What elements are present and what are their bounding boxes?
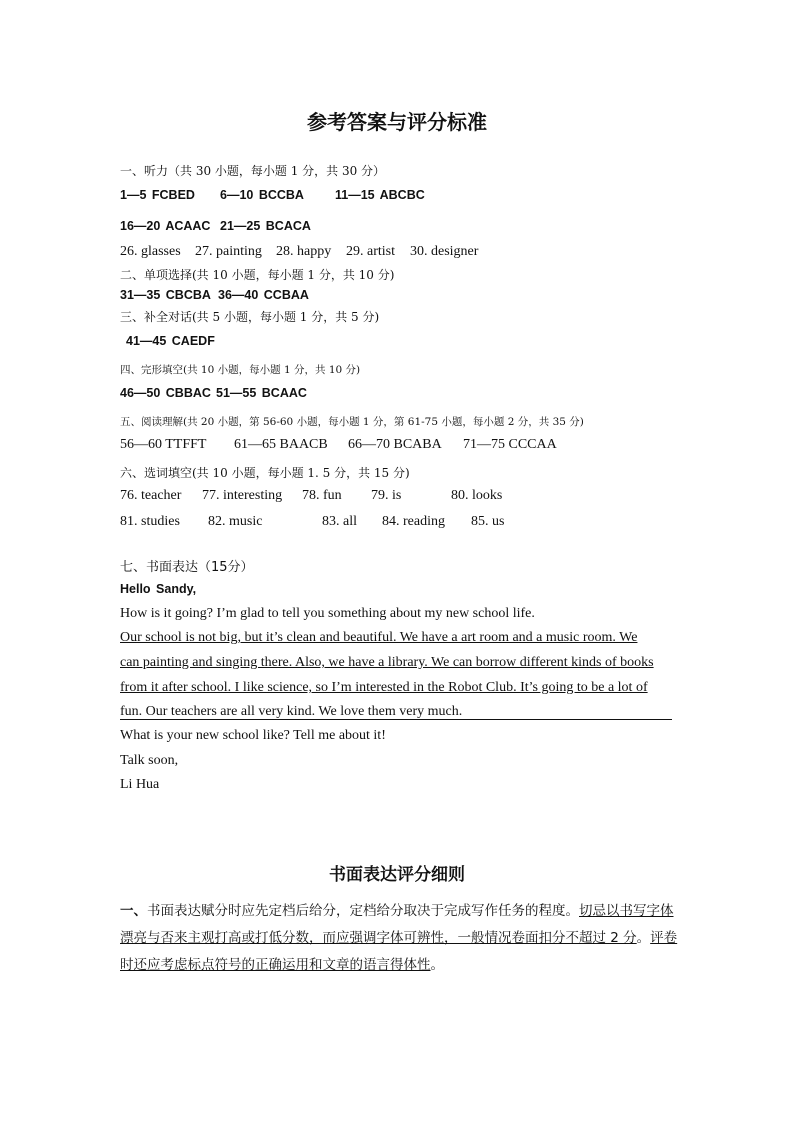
answer-word: 78. fun bbox=[302, 488, 342, 503]
rubric-title: 书面表达评分细则 bbox=[329, 865, 465, 885]
answer-group: 71—75 CCCAA bbox=[463, 437, 557, 452]
word-fill-answers-row-2 bbox=[120, 514, 504, 530]
letter-signature: Li Hua bbox=[120, 777, 160, 792]
section-reading-heading: 五、阅读理解(共 20 小题，第 56-60 小题，每小题 1 分，第 61-75 小题，每小题 2 分，共 35 分) bbox=[120, 416, 584, 428]
letter-body-line: can painting and singing there. Also, we have a library. We can borrow different kinds of books bbox=[120, 655, 654, 670]
rubric-text: 书面表达赋分时应先定档后给分，定档给分取决于完成写作任务的程度。 bbox=[147, 903, 579, 919]
rubric-text: 。 bbox=[430, 957, 444, 973]
letter-body-line: Our school is not big, but it’s clean and beautiful. We have a art room and a music room. We bbox=[120, 630, 638, 645]
answer-group: 56—60 TTFFT bbox=[120, 437, 207, 452]
answer-group: 51—55 BCAAC bbox=[216, 386, 307, 400]
word-fill-answers-row-1 bbox=[120, 488, 502, 504]
answer-group: 16—20 ACAAC bbox=[120, 219, 211, 233]
section-multiple-choice-heading: 二、单项选择(共 10 小题，每小题 1 分，共 10 分) bbox=[120, 268, 395, 282]
answer-group: 61—65 BAACB bbox=[234, 437, 328, 452]
answer-word: 79. is bbox=[371, 488, 402, 503]
multiple-choice-answers bbox=[120, 288, 309, 302]
answer-group: 11—15 ABCBC bbox=[335, 188, 425, 202]
answer-word: 76. teacher bbox=[120, 488, 182, 503]
answer-word: 28. happy bbox=[276, 244, 332, 259]
answer-group: 21—25 BCACA bbox=[220, 219, 311, 233]
rubric-text: 。 bbox=[636, 930, 651, 946]
rubric-text-underlined: 切忌以书写字体漂亮与否来主观打高或打低分数，而应强调字体可辨性，一般情况卷面扣分不超过 2 分 bbox=[120, 903, 674, 946]
answer-group: 31—35 CBCBA bbox=[120, 288, 211, 302]
answer-group: 6—10 BCCBA bbox=[220, 188, 304, 202]
rubric-paragraph bbox=[120, 898, 680, 979]
cloze-answers bbox=[120, 386, 307, 400]
listening-answers-row-2 bbox=[120, 219, 311, 233]
section-dialogue-heading: 三、补全对话(共 5 小题，每小题 1 分，共 5 分) bbox=[120, 310, 380, 324]
answer-word: 26. glasses bbox=[120, 244, 181, 259]
answer-word: 82. music bbox=[208, 514, 263, 529]
letter-greeting: Hello Sandy, bbox=[120, 582, 197, 596]
rubric-number: 一、 bbox=[120, 903, 147, 919]
rubric-text-underlined: 评卷时还应考虑标点符号的正确运用和文章的语言得体性 bbox=[120, 930, 678, 973]
answer-word: 29. artist bbox=[346, 244, 395, 259]
answer-word: 81. studies bbox=[120, 514, 180, 529]
section-writing-heading: 七、书面表达（15分） bbox=[120, 560, 254, 575]
letter-closing: Talk soon, bbox=[120, 753, 179, 768]
answer-word: 30. designer bbox=[410, 244, 479, 259]
answer-group: 36—40 CCBAA bbox=[218, 288, 309, 302]
section-listening-heading: 一、听力（共 30 小题，每小题 1 分，共 30 分） bbox=[120, 164, 386, 178]
answer-word: 84. reading bbox=[382, 514, 445, 529]
listening-answers-row-3 bbox=[120, 244, 478, 260]
section-word-fill-heading: 六、选词填空(共 10 小题，每小题 1. 5 分，共 15 分) bbox=[120, 466, 410, 480]
answer-word: 77. interesting bbox=[202, 488, 283, 503]
letter-opening-line: How is it going? I’m glad to tell you something about my new school life. bbox=[120, 606, 535, 621]
answer-word: 83. all bbox=[322, 514, 357, 529]
listening-answers-row-1 bbox=[120, 188, 425, 202]
letter-body-line: fun. Our teachers are all very kind. We love them very much. bbox=[120, 704, 672, 720]
answer-group: 46—50 CBBAC bbox=[120, 386, 211, 400]
letter-closing-question: What is your new school like? Tell me about it! bbox=[120, 728, 386, 743]
dialogue-answers: 41—45 CAEDF bbox=[126, 334, 215, 348]
section-cloze-heading: 四、完形填空(共 10 小题，每小题 1 分，共 10 分) bbox=[120, 364, 361, 376]
answer-word: 80. looks bbox=[451, 488, 503, 503]
answer-group: 1—5 FCBED bbox=[120, 188, 195, 202]
letter-body-line: from it after school. I like science, so I’m interested in the Robot Club. It’s going to be a lot of bbox=[120, 680, 648, 695]
answer-word: 27. painting bbox=[195, 244, 262, 259]
page-title: 参考答案与评分标准 bbox=[307, 110, 487, 134]
answer-word: 85. us bbox=[471, 514, 505, 529]
reading-answers bbox=[120, 437, 557, 453]
answer-group: 66—70 BCABA bbox=[348, 437, 442, 452]
